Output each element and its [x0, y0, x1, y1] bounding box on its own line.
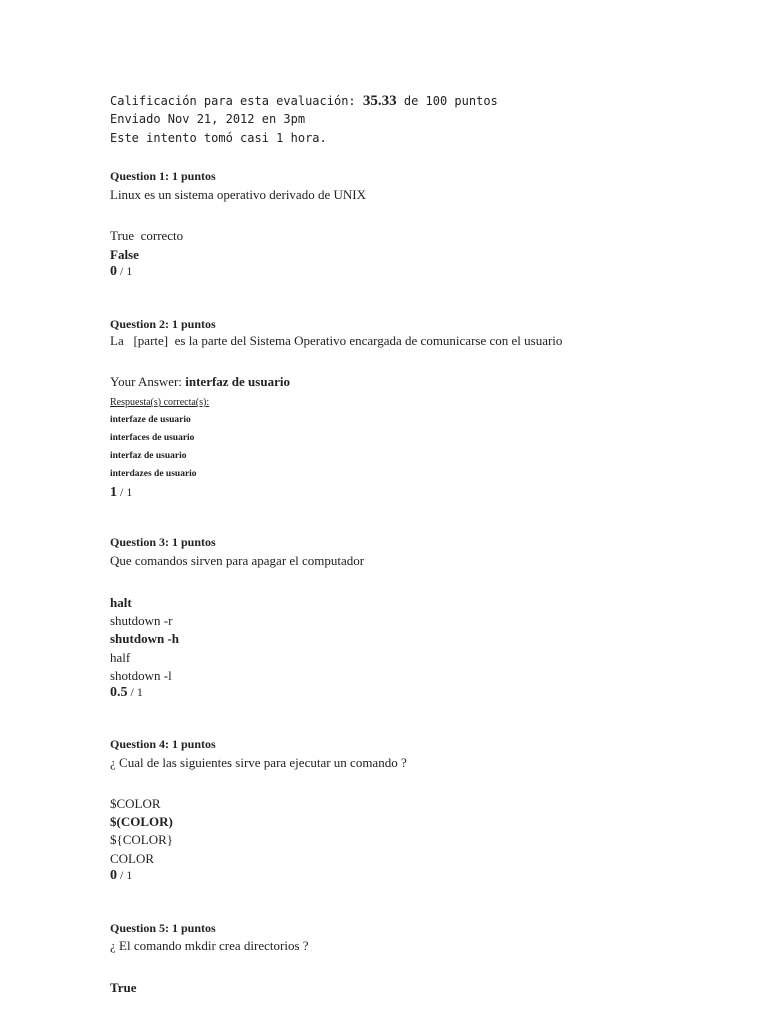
question-5-text: ¿ El comando mkdir crea directorios ? [110, 938, 309, 953]
question-4-option: ${COLOR} [110, 832, 174, 847]
score-got: 0.5 [110, 685, 128, 700]
question-2-score [110, 485, 132, 501]
correct-answer-item: interfaces de usuario [110, 433, 195, 443]
correct-note: correcto [140, 228, 184, 243]
correct-answers-label: Respuesta(s) correcta(s): [110, 397, 210, 408]
question-4-score [110, 868, 132, 884]
question-1-option-true [110, 228, 183, 244]
grade-suffix: de 100 puntos [403, 94, 498, 108]
correct-answer-item: interfaze de usuario [110, 415, 191, 425]
score-total: / 1 [120, 485, 133, 499]
option-label: True [110, 228, 135, 243]
question-3-title: Question 3: 1 puntos [110, 535, 216, 549]
question-4-option: $COLOR [110, 796, 161, 811]
question-3-option: halt [110, 595, 132, 610]
question-4-title: Question 4: 1 puntos [110, 737, 216, 751]
score-got: 0 [110, 868, 117, 883]
grade-value: 35.33 [362, 93, 397, 109]
score-got: 1 [110, 485, 117, 500]
grade-prefix: Calificación para esta evaluación: [110, 94, 356, 108]
question-2-your-answer [110, 374, 290, 390]
question-2-title: Question 2: 1 puntos [110, 317, 216, 331]
attempt-duration: Este intento tomó casi 1 hora. [110, 131, 327, 145]
question-4-option: $(COLOR) [110, 814, 173, 829]
correct-answer-item: interfaz de usuario [110, 451, 187, 461]
question-5-option: True [110, 980, 137, 995]
correct-answer-item: interdazes de usuario [110, 469, 197, 479]
question-3-option: shotdown -l [110, 668, 172, 683]
question-1-score [110, 264, 132, 280]
question-1-option-false: False [110, 247, 139, 262]
text-before: La [110, 333, 124, 348]
your-answer-label: Your Answer: [110, 374, 182, 389]
question-3-option: shutdown -r [110, 613, 173, 628]
question-3-score [110, 685, 143, 701]
sent-date: Enviado Nov 21, 2012 en 3pm [110, 112, 306, 126]
question-3-text: Que comandos sirven para apagar el computador [110, 553, 365, 568]
grade-line [110, 93, 498, 110]
score-got: 0 [110, 264, 117, 279]
text-after: es la parte del Sistema Operativo encargada de comunicarse con el usuario [174, 333, 563, 348]
question-4-option: COLOR [110, 851, 155, 866]
question-5-title: Question 5: 1 puntos [110, 921, 216, 935]
score-total: / 1 [130, 685, 143, 699]
score-total: / 1 [120, 264, 133, 278]
question-3-option: half [110, 650, 131, 665]
question-3-option: shutdown -h [110, 631, 180, 646]
score-total: / 1 [120, 868, 133, 882]
blank-placeholder: [parte] [133, 333, 169, 348]
your-answer-value: interfaz de usuario [185, 374, 290, 389]
question-2-text [110, 333, 562, 349]
question-1-text: Linux es un sistema operativo derivado de UNIX [110, 187, 366, 202]
question-4-text: ¿ Cual de las siguientes sirve para ejecutar un comando ? [110, 755, 407, 770]
question-1-title: Question 1: 1 puntos [110, 169, 216, 183]
